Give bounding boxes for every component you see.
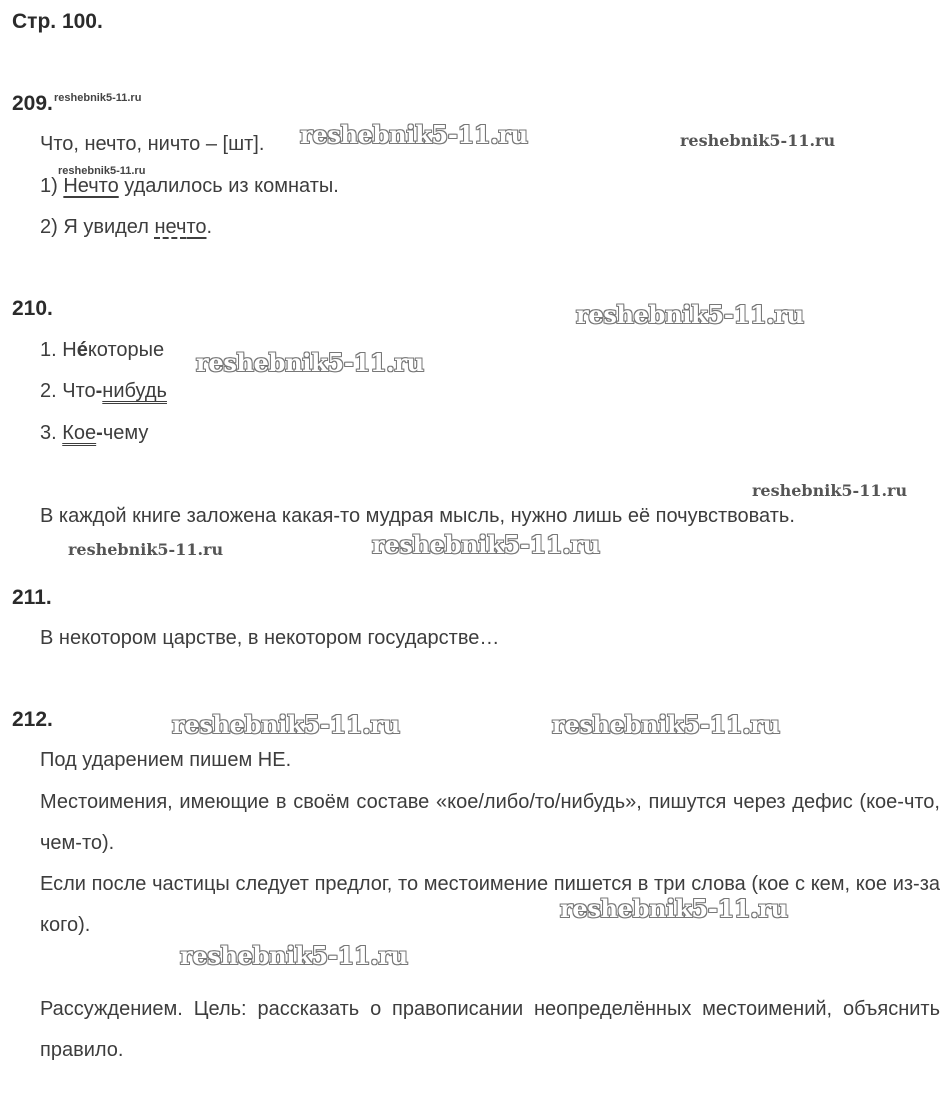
line-rest: удалилось из комнаты. [118, 175, 339, 197]
exercise-210-item-2 [40, 380, 167, 403]
exercise-211-number: 211. [12, 586, 52, 609]
watermark: reshebnik5-11.ru [680, 131, 836, 150]
exercise-209-number: 209. [12, 92, 53, 115]
watermark: reshebnik5-11.ru [372, 530, 600, 559]
watermark: reshebnik5-11.ru [752, 481, 908, 500]
line-rest: . [206, 216, 213, 238]
paragraph-text: Если после частицы следует предлог, то местоимение пишется в три слова (кое с кем, кое из-за кого). [40, 873, 940, 936]
subject-word: Нечто [63, 175, 119, 197]
item-rest: чему [102, 422, 149, 444]
watermark: reshebnik5-11.ru [560, 894, 788, 923]
watermark: reshebnik5-11.ru [58, 165, 146, 177]
suffix-word: нибудь [102, 380, 167, 402]
line-prefix: 2) Я увидел [40, 216, 155, 238]
exercise-210-number: 210. [12, 297, 53, 320]
item-number: 1. Н [40, 339, 77, 361]
exercise-211-text: В некотором царстве, в некотором государстве… [40, 627, 500, 649]
watermark: reshebnik5-11.ru [576, 300, 804, 329]
object-word-part1: неч [154, 216, 187, 238]
watermark: reshebnik5-11.ru [172, 710, 400, 739]
exercise-210-sentence: В каждой книге заложена какая-то мудрая мысль, нужно лишь её почувствовать. [40, 505, 795, 527]
exercise-209-line-1 [40, 175, 339, 198]
accent-letter: é [76, 339, 88, 361]
watermark: reshebnik5-11.ru [300, 120, 528, 149]
exercise-210-item-3 [40, 422, 148, 445]
watermark: reshebnik5-11.ru [54, 92, 142, 104]
exercise-209-line-2 [40, 216, 212, 239]
watermark: reshebnik5-11.ru [180, 941, 408, 970]
exercise-212-paragraph-4 [40, 989, 940, 1071]
hyphen: - [96, 422, 103, 444]
watermark: reshebnik5-11.ru [552, 710, 780, 739]
exercise-212-paragraph-3 [40, 864, 940, 946]
page-title: Стр. 100. [12, 10, 103, 33]
item-rest: которые [87, 339, 165, 361]
exercise-212-paragraph-2 [40, 782, 940, 864]
exercise-212-number: 212. [12, 708, 53, 731]
paragraph-text: Местоимения, имеющие в своём составе «кое/либо/то/нибудь», пишутся через дефис (кое-что, чем-то). [40, 791, 940, 854]
watermark: reshebnik5-11.ru [68, 540, 224, 559]
prefix-word: Кое [62, 422, 97, 444]
exercise-212-paragraph-1: Под ударением пишем НЕ. [40, 749, 292, 771]
exercise-209-line-0: Что, нечто, ничто – [шт]. [40, 133, 265, 155]
object-word-part2: то [186, 216, 207, 238]
paragraph-text: Рассуждением. Цель: рассказать о правописании неопределённых местоимений, объяснить правило. [40, 998, 940, 1061]
exercise-210-item-1 [40, 339, 164, 362]
item-number: 3. [40, 422, 63, 444]
watermark: reshebnik5-11.ru [196, 348, 424, 377]
line-number: 1) [40, 175, 64, 197]
item-number: 2. Что [40, 380, 96, 402]
hyphen: - [95, 380, 103, 402]
